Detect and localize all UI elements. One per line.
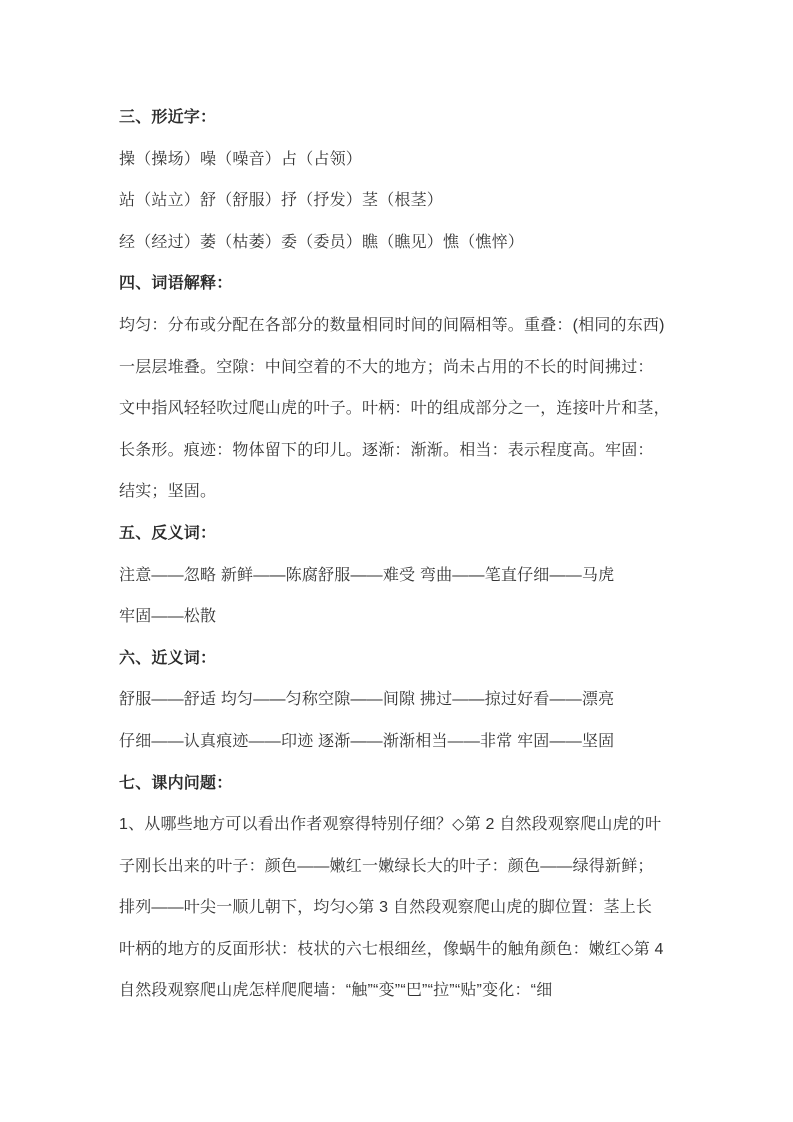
text-line: 操（操场）噪（噪音）占（占领） <box>119 150 363 168</box>
section-heading: 五、反义词： <box>119 524 217 542</box>
text-line: 自然段观察爬山虎怎样爬爬墙：“触”“变”“巴”“拉”“贴”变化：“细 <box>119 982 553 1000</box>
text-line: 结实；坚固。 <box>119 483 217 501</box>
text-line: 仔细——认真痕迹——印迹 逐渐——渐渐相当——非常 牢固——坚固 <box>119 732 615 750</box>
text-line: 一层层堆叠。空隙：中间空着的不大的地方；尚未占用的不长的时间拂过： <box>119 358 654 376</box>
text-line: 经（经过）萎（枯萎）委（委员）瞧（瞧见）憔（憔悴） <box>119 233 525 251</box>
section-heading: 六、近义词： <box>119 649 217 667</box>
section-heading: 七、课内问题： <box>119 774 233 792</box>
section-heading: 四、词语解释： <box>119 275 233 293</box>
text-line: 长条形。痕迹：物体留下的印儿。逐渐：渐渐。相当：表示程度高。牢固： <box>119 441 654 459</box>
text-line: 叶柄的地方的反面形状：枝状的六七根细丝，像蜗牛的触角颜色：嫩红◇第 4 <box>119 940 664 958</box>
text-line: 牢固——松散 <box>119 608 217 626</box>
text-line: 站（站立）舒（舒服）抒（抒发）茎（根茎） <box>119 192 444 210</box>
section-heading: 三、形近字： <box>119 109 217 126</box>
text-line: 1、从哪些地方可以看出作者观察得特别仔细？◇第 2 自然段观察爬山虎的叶 <box>119 816 662 834</box>
text-line: 舒服——舒适 均匀——匀称空隙——间隙 拂过——掠过好看——漂亮 <box>119 691 615 709</box>
text-line: 注意——忽略 新鲜——陈腐舒服——难受 弯曲——笔直仔细——马虎 <box>119 566 615 584</box>
text-line: 子刚长出来的叶子：颜色——嫩红一嫩绿长大的叶子：颜色——绿得新鲜； <box>119 857 654 875</box>
text-line: 文中指风轻轻吹过爬山虎的叶子。叶柄：叶的组成部分之一，连接叶片和茎， <box>119 400 670 418</box>
text-line: 均匀：分布或分配在各部分的数量相同时间的间隔相等。重叠：(相同的东西) <box>119 316 665 334</box>
text-line: 排列——叶尖一顺儿朝下，均匀◇第 3 自然段观察爬山虎的脚位置：茎上长 <box>119 899 653 917</box>
document-body <box>119 97 689 1012</box>
